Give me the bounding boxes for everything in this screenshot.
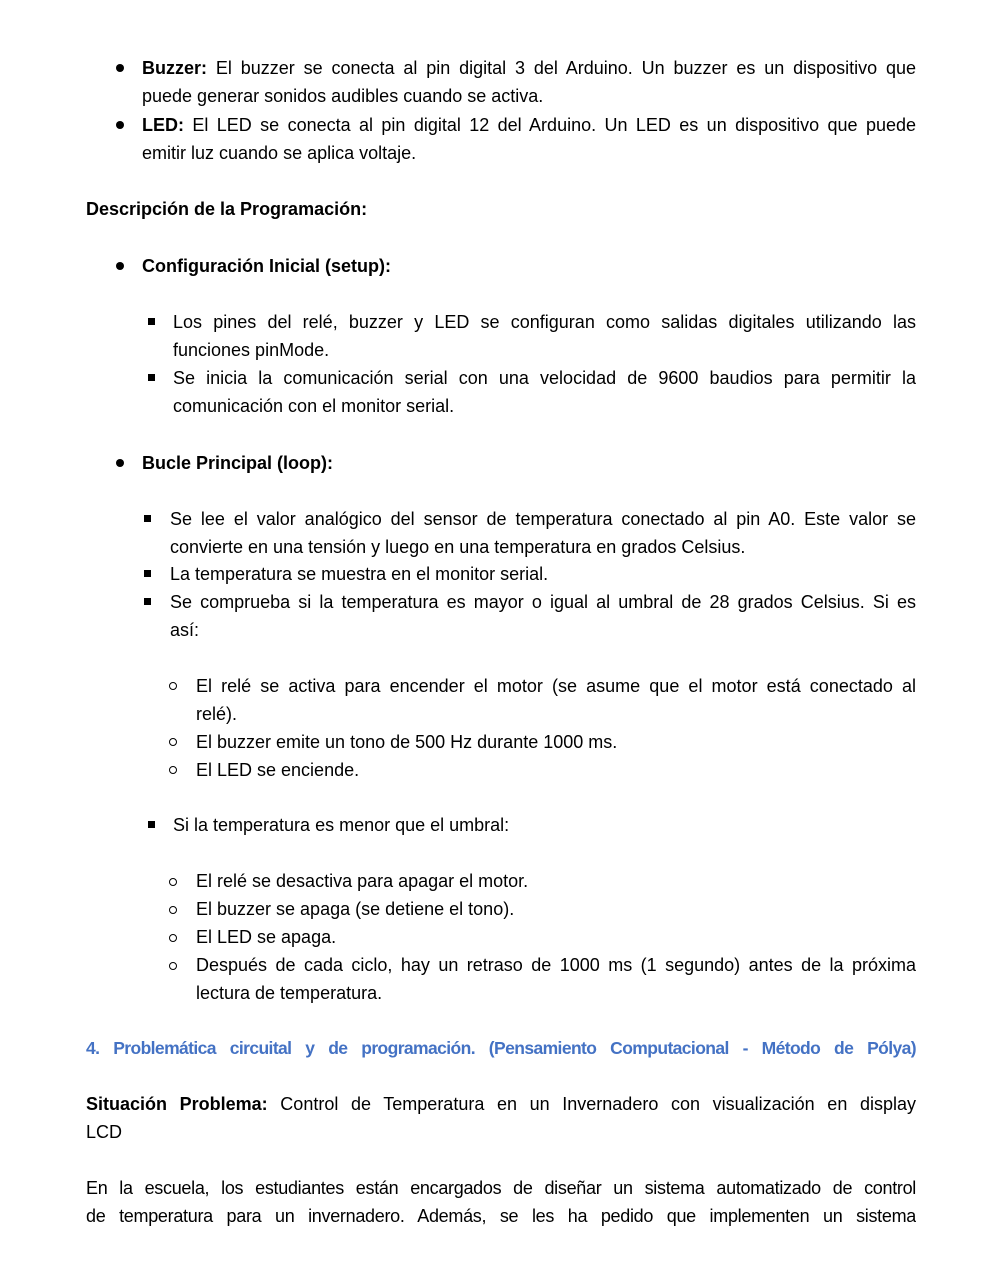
setup-bullet1-line1: Los pines del relé, buzzer y LED se configuran como salidas digitales utilizando las bbox=[173, 312, 916, 332]
buzzer-item-line2: puede generar sonidos audibles cuando se activa. bbox=[142, 86, 544, 106]
setup-bullet2-line1: Se inicia la comunicación serial con una velocidad de 9600 baudios para permitir la bbox=[173, 368, 916, 388]
loop-bullet1-line2: convierte en una tensión y luego en una temperatura en grados Celsius. bbox=[170, 537, 746, 557]
high-item1-line2: relé). bbox=[196, 704, 238, 724]
situacion-text: Control de Temperatura en un Invernadero con visualización en display bbox=[267, 1094, 916, 1114]
paragraph-line2: de temperatura para un invernadero. Además, se les ha pedido que implementen un sistema bbox=[86, 1206, 916, 1226]
square-bullet-icon bbox=[148, 318, 155, 325]
loop-label: Bucle Principal (loop): bbox=[142, 453, 334, 473]
square-bullet-icon bbox=[144, 570, 151, 577]
square-bullet-icon bbox=[144, 598, 151, 605]
circle-bullet-icon bbox=[169, 934, 177, 942]
bullet-icon bbox=[116, 64, 124, 72]
bullet-icon bbox=[116, 459, 124, 467]
high-item1-line1: El relé se activa para encender el motor (se asume que el motor está conectado al bbox=[196, 676, 916, 696]
high-item2: El buzzer emite un tono de 500 Hz durante 1000 ms. bbox=[196, 732, 618, 752]
low-item1: El relé se desactiva para apagar el motor. bbox=[196, 871, 529, 891]
setup-bullet2-line2: comunicación con el monitor serial. bbox=[173, 396, 455, 416]
section4-heading: 4. Problemática circuital y de programación. (Pensamiento Computacional - Método de Pólya) bbox=[86, 1038, 916, 1058]
setup-label: Configuración Inicial (setup): bbox=[142, 256, 392, 276]
buzzer-text: El buzzer se conecta al pin digital 3 del Arduino. Un buzzer es un dispositivo que bbox=[207, 58, 916, 78]
low-item4-line1: Después de cada ciclo, hay un retraso de 1000 ms (1 segundo) antes de la próxima bbox=[196, 955, 916, 975]
square-bullet-icon bbox=[148, 821, 155, 828]
circle-bullet-icon bbox=[169, 682, 177, 690]
programacion-heading: Descripción de la Programación: bbox=[86, 199, 368, 219]
led-item-line2: emitir luz cuando se aplica voltaje. bbox=[142, 143, 417, 163]
loop-bullet3-line2: así: bbox=[170, 620, 200, 640]
loop-bullet1-line1: Se lee el valor analógico del sensor de temperatura conectado al pin A0. Este valor se bbox=[170, 509, 916, 529]
circle-bullet-icon bbox=[169, 906, 177, 914]
bullet-icon bbox=[116, 262, 124, 270]
square-bullet-icon bbox=[144, 515, 151, 522]
led-label: LED: bbox=[142, 115, 184, 135]
buzzer-item-line1 bbox=[142, 54, 916, 82]
situacion-label: Situación Problema: bbox=[86, 1094, 268, 1114]
circle-bullet-icon bbox=[169, 878, 177, 886]
situacion-line1 bbox=[86, 1090, 916, 1118]
loop-bullet4: Si la temperatura es menor que el umbral: bbox=[173, 815, 510, 835]
low-item3: El LED se apaga. bbox=[196, 927, 337, 947]
loop-bullet2: La temperatura se muestra en el monitor serial. bbox=[170, 564, 549, 584]
led-item-line1 bbox=[142, 111, 916, 139]
setup-bullet1-line2: funciones pinMode. bbox=[173, 340, 330, 360]
buzzer-label: Buzzer: bbox=[142, 58, 208, 78]
low-item2: El buzzer se apaga (se detiene el tono). bbox=[196, 899, 515, 919]
circle-bullet-icon bbox=[169, 738, 177, 746]
bullet-icon bbox=[116, 121, 124, 129]
led-text: El LED se conecta al pin digital 12 del Arduino. Un LED es un dispositivo que puede bbox=[184, 115, 916, 135]
square-bullet-icon bbox=[148, 374, 155, 381]
paragraph-line1: En la escuela, los estudiantes están encargados de diseñar un sistema automatizado de control bbox=[86, 1178, 916, 1198]
situacion-line2: LCD bbox=[86, 1122, 123, 1142]
high-item3: El LED se enciende. bbox=[196, 760, 360, 780]
circle-bullet-icon bbox=[169, 962, 177, 970]
circle-bullet-icon bbox=[169, 766, 177, 774]
loop-bullet3-line1: Se comprueba si la temperatura es mayor o igual al umbral de 28 grados Celsius. Si es bbox=[170, 592, 916, 612]
low-item4-line2: lectura de temperatura. bbox=[196, 983, 383, 1003]
